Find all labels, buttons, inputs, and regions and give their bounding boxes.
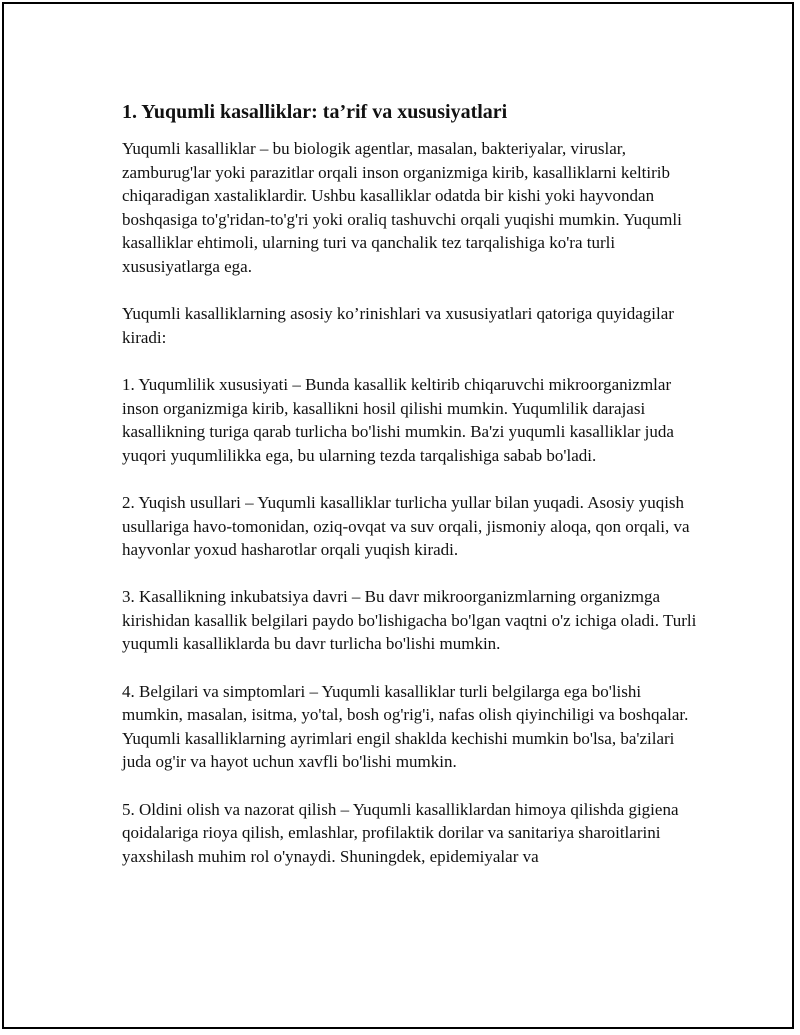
- paragraph-list-lead: Yuqumli kasalliklarning asosiy ko’rinishlari va xususiyatlari qatoriga quyidagilar kiradi:: [122, 304, 674, 347]
- paragraph-item-5: 5. Oldini olish va nazorat qilish – Yuqumli kasalliklardan himoya qilishda gigiena qoidalariga rioya qilish, emlashlar, profilaktik dorilar va sanitariya sharoitlarini yaxshilash muhim rol o'ynaydi. Shuningdek, epidemiyalar va: [122, 799, 679, 866]
- document-body: [122, 99, 702, 892]
- paragraph-item-2: 2. Yuqish usullari – Yuqumli kasalliklar turlicha yullar bilan yuqadi. Asosiy yuqish usullariga havo-tomonidan, oziq-ovqat va suv orqali, jismoniy aloqa, qon orqali, va hayvonlar yoxud hasharotlar orqali yuqish kiradi.: [122, 492, 690, 560]
- section-heading: 1. Yuqumli kasalliklar: ta’rif va xususiyatlari: [122, 101, 508, 123]
- paragraph-item-4: 4. Belgilari va simptomlari – Yuqumli kasalliklar turli belgilarga ega bo'lishi mumkin, masalan, isitma, yo'tal, bosh og'rig'i, nafas olish qiyinchiligi va boshqalar. Yuqumli kasalliklarning ayrimlari engil shaklda kechishi mumkin bo'lsa, ba'zilari juda og'ir va hayot uchun xavfli bo'lishi mumkin.: [122, 681, 689, 772]
- paragraph-intro: Yuqumli kasalliklar – bu biologik agentlar, masalan, bakteriyalar, viruslar, zamburug'lar yoki parazitlar orqali inson organizmiga kirib, kasalliklarni keltirib chiqaradigan xastaliklardir. Ushbu kasalliklar odatda bir kishi yoki hayvondan boshqasiga to'g'ridan-to'g'ri yoki oraliq tashuvchi orqali yuqishi mumkin. Yuqumli kasalliklar ehtimoli, ularning turi va qanchalik tez tarqalishiga ko'ra turli xususiyatlarga ega.: [122, 139, 682, 276]
- paragraph-item-3: 3. Kasallikning inkubatsiya davri – Bu davr mikroorganizmlarning organizmga kirishidan kasallik belgilari paydo bo'lishigacha bo'lgan vaqtni o'z ichiga oladi. Turli yuqumli kasalliklarda bu davr turlicha bo'lishi mumkin.: [122, 587, 697, 654]
- paragraph-item-1: 1. Yuqumlilik xususiyati – Bunda kasallik keltirib chiqaruvchi mikroorganizmlar inson organizmiga kirib, kasallikni hosil qilishi mumkin. Yuqumlilik darajasi kasallikning turiga qarab turlicha bo'lishi mumkin. Ba'zi yuqumli kasalliklar juda yuqori yuqumlilikka ega, bu ularning tezda tarqalishiga sabab bo'ladi.: [122, 374, 674, 465]
- page-frame: [2, 2, 794, 1029]
